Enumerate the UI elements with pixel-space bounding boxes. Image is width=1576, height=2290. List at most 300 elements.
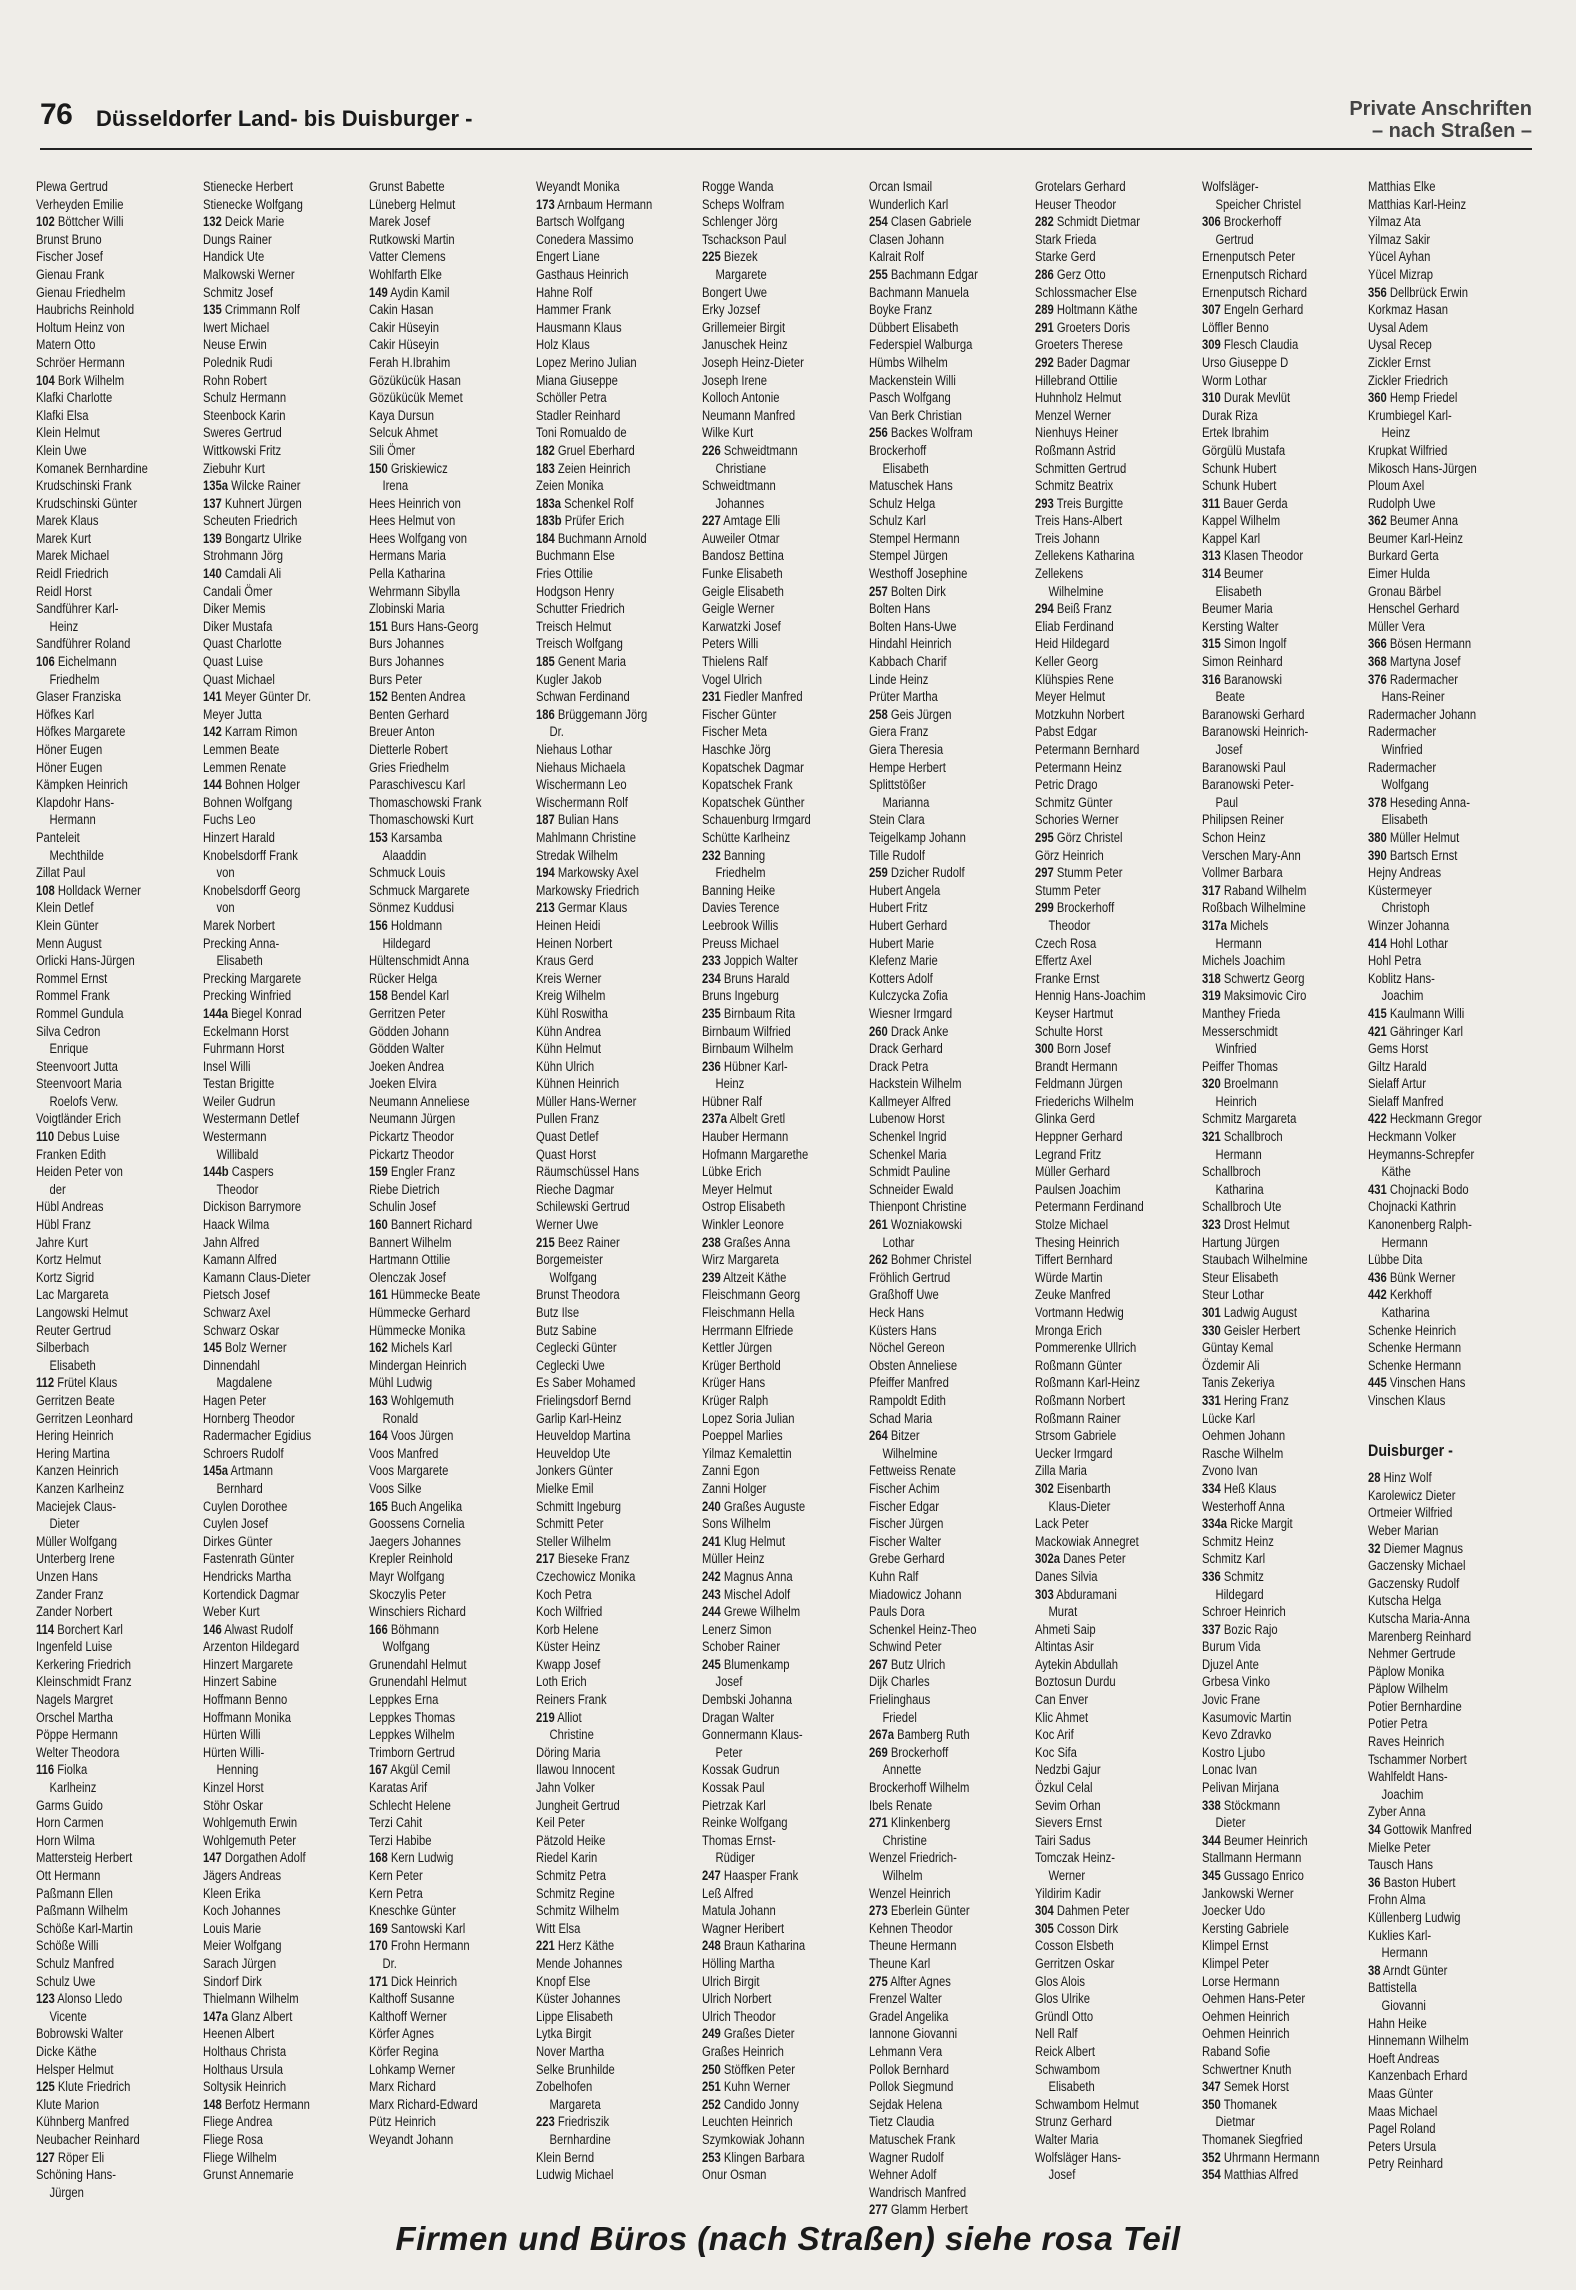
listing-continuation: Henning	[215, 1762, 258, 1778]
house-number: 275	[868, 1973, 888, 1989]
listing-entry: Petry Reinhard	[1368, 2156, 1444, 2172]
house-number: 194	[535, 865, 555, 881]
listing-continuation: von	[215, 900, 235, 916]
listing-entry: Hees Heinrich von	[369, 495, 461, 511]
listing-entry: Can Enver	[1035, 1692, 1089, 1708]
listing-entry: Holtum Heinz von	[36, 319, 125, 335]
house-number: 236	[702, 1058, 721, 1074]
house-number: 125	[36, 2079, 55, 2095]
house-number: 170	[369, 1938, 388, 1954]
listing-continuation: Heinz	[1381, 425, 1411, 441]
house-number: 144a	[202, 1005, 228, 1021]
house-number: 165	[369, 1498, 388, 1514]
section-title-line1: Private Anschriften	[1349, 98, 1532, 120]
listing-entry: Knobelsdorff Georg	[202, 882, 300, 898]
listing-entry: Potier Bernhardine	[1368, 1698, 1462, 1714]
listing-entry: Mronga Erich	[1035, 1322, 1102, 1338]
listing-entry: Stienecke Herbert	[202, 179, 293, 194]
listing-entry: Zeuke Manfred	[1035, 1287, 1111, 1303]
listing-entry: 275 Alfter Agnes	[868, 1973, 951, 1989]
listing-entry: 292 Bader Dagmar	[1035, 354, 1131, 370]
house-number: 347	[1201, 2079, 1221, 2095]
listing-entry: Orcan Ismail	[868, 179, 932, 194]
listing-entry: Roßbach Wilhelmine	[1201, 900, 1306, 916]
listing-entry: 352 Uhrmann Hermann	[1201, 2149, 1320, 2165]
house-number: 291	[1035, 319, 1054, 335]
listing-entry: Schulin Josef	[369, 1199, 436, 1215]
listing-entry: Hillebrand Ottilie	[1035, 372, 1118, 388]
address-column-3	[369, 178, 533, 2194]
listing-entry: Schmitz Beatrix	[1035, 478, 1114, 494]
listing-entry: Kreis Werner	[535, 970, 601, 986]
listing-entry: Mackenstein Willi	[868, 372, 956, 388]
listing-entry: Pietrzak Karl	[702, 1797, 766, 1813]
house-number: 147a	[202, 2008, 228, 2024]
listing-entry: Hausmann Klaus	[535, 319, 622, 335]
listing-entry: Fischer Josef	[36, 249, 103, 265]
listing-entry: Fischer Edgar	[868, 1498, 939, 1514]
house-number: 167	[369, 1762, 388, 1778]
listing-entry: Schmitz Wilhelm	[535, 1903, 619, 1919]
listing-entry: Leuchten Heinrich	[702, 2114, 793, 2130]
house-number: 233	[702, 953, 721, 969]
listing-entry: Joeken Andrea	[369, 1058, 445, 1074]
listing-entry: Cakir Hüseyin	[369, 319, 440, 335]
listing-entry: Zanni Egon	[702, 1463, 760, 1479]
listing-entry: 299 Brockerhoff	[1035, 900, 1115, 916]
listing-entry: Reidl Horst	[36, 583, 92, 599]
listing-entry: 422 Heckmann Gregor	[1368, 1111, 1482, 1127]
house-number: 301	[1201, 1305, 1221, 1320]
listing-entry: Schmitz Margareta	[1201, 1111, 1296, 1127]
listing-entry: Trimborn Gertrud	[369, 1744, 455, 1760]
listing-continuation: Hermann	[49, 812, 96, 828]
listing-entry: Kolloch Antonie	[702, 390, 780, 406]
listing-entry: 163 Wohlgemuth	[369, 1392, 454, 1408]
house-number: 390	[1368, 847, 1387, 863]
listing-entry: Schenkel Ingrid	[868, 1129, 947, 1145]
listing-entry: Borgemeister	[535, 1252, 603, 1268]
listing-entry: Ulrich Birgit	[702, 1973, 760, 1989]
listing-entry: Jungheit Gertrud	[535, 1797, 620, 1813]
listing-entry: Jägers Andreas	[202, 1868, 281, 1883]
listing-entry: Schulz Manfred	[36, 1955, 115, 1971]
listing-entry: Hennig Hans-Joachim	[1035, 988, 1146, 1004]
listing-entry: Schulte Horst	[1035, 1023, 1103, 1039]
listing-entry: Oehmen Heinrich	[1201, 2026, 1290, 2042]
listing-entry: Drack Petra	[868, 1058, 928, 1074]
listing-entry: Hofmann Margarethe	[702, 1146, 809, 1162]
house-number: 300	[1035, 1041, 1054, 1057]
listing-entry: Candali Ömer	[202, 583, 272, 599]
listing-entry: Jahn Alfred	[202, 1234, 259, 1250]
listing-entry: 127 Röper Eli	[36, 2149, 105, 2165]
listing-entry: 238 Graßes Anna	[702, 1234, 791, 1250]
listing-entry: 225 Biezek	[702, 249, 758, 265]
listing-entry: 160 Bannert Richard	[369, 1217, 473, 1233]
listing-entry: Lenerz Simon	[702, 1621, 772, 1637]
listing-entry: 380 Müller Helmut	[1368, 829, 1460, 845]
listing-entry: Ahmeti Saip	[1035, 1621, 1096, 1637]
listing-entry: Sievers Ernst	[1035, 1815, 1102, 1831]
listing-entry: Joseph Irene	[702, 372, 768, 388]
listing-entry: 166 Böhmann	[369, 1621, 440, 1637]
listing-entry: 249 Graßes Dieter	[702, 2026, 795, 2042]
house-number: 234	[702, 970, 721, 986]
listing-continuation: Käthe	[1381, 1164, 1411, 1180]
house-number: 271	[868, 1815, 888, 1831]
listing-entry: Rücker Helga	[369, 970, 438, 986]
house-number: 110	[36, 1129, 55, 1145]
listing-entry: Kortendick Dagmar	[202, 1586, 299, 1602]
house-number: 215	[535, 1234, 555, 1250]
listing-entry: Hahn Heike	[1368, 2015, 1427, 2031]
listing-entry: Wischermann Leo	[535, 777, 627, 793]
listing-entry: Sielaff Artur	[1368, 1076, 1426, 1092]
listing-entry: Klein Detlef	[36, 900, 94, 916]
listing-entry: Fettweiss Renate	[868, 1463, 956, 1479]
listing-entry: Stolze Michael	[1035, 1217, 1109, 1233]
listing-entry: Nagels Margret	[36, 1692, 113, 1708]
listing-entry: 295 Görz Christel	[1035, 829, 1123, 845]
listing-entry: 112 Frütel Klaus	[36, 1375, 118, 1391]
house-number: 108	[36, 882, 55, 898]
house-number: 142	[202, 724, 222, 740]
listing-entry: Sandführer Roland	[36, 636, 131, 652]
listing-entry: Reuter Gertrud	[36, 1322, 112, 1338]
listing-entry: Hubert Fritz	[868, 900, 928, 916]
listing-entry: 317a Michels	[1201, 917, 1268, 933]
house-number: 232	[702, 847, 721, 863]
listing-entry: Hölling Martha	[702, 1955, 775, 1971]
listing-entry: Hinnemann Wilhelm	[1368, 2033, 1469, 2049]
listing-entry: Gronau Bärbel	[1368, 583, 1442, 599]
listing-entry: Koc Arif	[1035, 1727, 1074, 1743]
listing-entry: 336 Schmitz	[1201, 1568, 1264, 1584]
listing-entry: Ceglecki Uwe	[535, 1357, 605, 1373]
listing-entry: Krüger Hans	[702, 1375, 766, 1391]
listing-entry: Küster Johannes	[535, 1991, 620, 2007]
listing-entry: Selke Brunhilde	[535, 2061, 615, 2077]
listing-entry: 235 Birnbaum Rita	[702, 1005, 796, 1021]
listing-entry: Markowsky Friedrich	[535, 882, 639, 898]
listing-entry: Heuser Theodor	[1035, 196, 1117, 212]
listing-entry: Körfer Regina	[369, 2043, 439, 2059]
house-number: 231	[702, 689, 721, 705]
listing-entry: Kortz Helmut	[36, 1252, 102, 1268]
listing-entry: 139 Bongartz Ulrike	[202, 530, 302, 546]
listing-entry: Klühspies Rene	[1035, 671, 1114, 687]
listing-entry: Koch Petra	[535, 1586, 592, 1602]
listing-entry: Ludwig Michael	[535, 2167, 614, 2183]
listing-entry: Kuklies Karl-	[1368, 1927, 1432, 1943]
listing-entry: Grbesa Vinko	[1201, 1674, 1270, 1690]
listing-entry: Radermacher Johann	[1368, 706, 1477, 722]
listing-continuation: der	[49, 1181, 66, 1197]
house-number: 321	[1201, 1129, 1221, 1145]
listing-entry: Riedel Karin	[535, 1850, 597, 1866]
listing-entry: Heiden Peter von	[36, 1164, 123, 1180]
listing-entry: Michels Joachim	[1201, 953, 1285, 969]
listing-entry: 152 Benten Andrea	[369, 689, 466, 705]
listing-entry: 273 Eberlein Günter	[868, 1903, 970, 1919]
house-number: 153	[369, 829, 388, 845]
listing-entry: Hindahl Heinrich	[868, 636, 952, 652]
listing-entry: 376 Radermacher	[1368, 671, 1459, 687]
listing-entry: Klafki Charlotte	[36, 390, 113, 406]
listing-entry: Klapdohr Hans-	[36, 794, 115, 810]
house-number: 254	[868, 214, 888, 230]
listing-entry: Wehrmann Sibylla	[369, 583, 461, 599]
listing-entry: Pöppe Hermann	[36, 1727, 118, 1743]
listing-entry: Kleinschmidt Franz	[36, 1674, 132, 1690]
listing-entry: Nehmer Gertrude	[1368, 1646, 1456, 1662]
listing-entry: Schneider Ewald	[868, 1181, 953, 1197]
listing-entry: Kleen Erika	[202, 1885, 261, 1901]
listing-entry: 144 Bohnen Holger	[202, 777, 300, 793]
listing-entry: 347 Semek Horst	[1201, 2079, 1289, 2095]
listing-entry: Handick Ute	[202, 249, 264, 265]
listing-entry: Rommel Gundula	[36, 1005, 124, 1021]
listing-entry: Bolten Hans-Uwe	[868, 618, 957, 634]
listing-entry: Radermacher Egidius	[202, 1428, 311, 1444]
listing-entry: Maas Günter	[1368, 2085, 1434, 2101]
listing-entry: Starke Gerd	[1035, 249, 1096, 265]
listing-continuation: Marianna	[881, 794, 929, 810]
listing-entry: Pollok Bernhard	[868, 2061, 949, 2077]
listing-entry: Schmidt Pauline	[868, 1164, 950, 1180]
listing-entry: 151 Burs Hans-Georg	[369, 618, 479, 634]
listing-entry: Körfer Agnes	[369, 2026, 435, 2042]
listing-entry: 300 Born Josef	[1035, 1041, 1111, 1057]
listing-entry: Sili Ömer	[369, 442, 416, 458]
listing-entry: 164 Voos Jürgen	[369, 1428, 454, 1444]
listing-entry: 260 Drack Anke	[868, 1023, 948, 1039]
listing-entry: 305 Cosson Dirk	[1035, 1920, 1119, 1936]
listing-entry: 215 Beez Rainer	[535, 1234, 620, 1250]
listing-entry: Steenbock Karin	[202, 407, 286, 423]
listing-entry: 368 Martyna Josef	[1368, 654, 1461, 670]
listing-entry: Peters Ursula	[1368, 2138, 1437, 2154]
listing-entry: Jonkers Günter	[535, 1463, 613, 1479]
listing-entry: 282 Schmidt Dietmar	[1035, 214, 1141, 230]
listing-entry: Orlicki Hans-Jürgen	[36, 953, 135, 969]
listing-entry: Pagel Roland	[1368, 2121, 1436, 2137]
listing-entry: Karolewicz Dieter	[1368, 1487, 1456, 1503]
listing-entry: 169 Santowski Karl	[369, 1920, 466, 1936]
listing-entry: 162 Michels Karl	[369, 1340, 453, 1356]
listing-entry: 32 Diemer Magnus	[1368, 1540, 1464, 1556]
listing-continuation: Heinz	[49, 618, 79, 634]
listing-entry: Neumann Manfred	[702, 407, 796, 423]
house-number: 164	[369, 1428, 388, 1444]
listing-entry: Hümmecke Monika	[369, 1322, 466, 1338]
listing-entry: 221 Herz Käthe	[535, 1938, 614, 1954]
listing-entry: Thomas Ernst-	[702, 1832, 776, 1848]
house-number: 292	[1035, 354, 1054, 370]
house-number: 337	[1201, 1621, 1221, 1637]
listing-entry: Selcuk Ahmet	[369, 425, 438, 441]
house-number: 286	[1035, 266, 1054, 282]
listing-entry: Schröer Hermann	[36, 354, 125, 370]
listing-entry: Ortmeier Wilfried	[1368, 1505, 1453, 1521]
house-number: 378	[1368, 794, 1387, 810]
listing-entry: Meier Wolfgang	[202, 1938, 282, 1954]
listing-entry: Jaegers Johannes	[369, 1533, 461, 1549]
listing-entry: Djuzel Ante	[1201, 1656, 1259, 1672]
listing-entry: Keil Peter	[535, 1815, 585, 1831]
listing-entry: Wahlfeldt Hans-	[1368, 1769, 1448, 1785]
listing-entry: Küllenberg Ludwig	[1368, 1910, 1461, 1925]
listing-entry: 137 Kuhnert Jürgen	[202, 495, 302, 511]
listing-continuation: Dietmar	[1214, 2114, 1255, 2130]
listing-entry: Simon Reinhard	[1201, 654, 1283, 670]
listing-entry: Grillemeier Birgit	[702, 319, 786, 335]
listing-entry: Cuylen Dorothee	[202, 1498, 287, 1514]
listing-entry: Kühnberg Manfred	[36, 2114, 130, 2130]
listing-entry: 153 Karsamba	[369, 829, 443, 845]
listing-entry: 145a Artmann	[202, 1463, 273, 1479]
footer-note: Firmen und Büros (nach Straßen) siehe rosa Teil	[395, 2220, 1181, 2257]
listing-entry: Stredak Wilhelm	[535, 847, 618, 863]
listing-entry: Koblitz Hans-	[1368, 970, 1435, 986]
listing-entry: Hohl Petra	[1368, 953, 1422, 969]
listing-entry: Klein Helmut	[36, 425, 100, 441]
listing-continuation: Peter	[715, 1744, 743, 1760]
house-number: 255	[868, 266, 888, 282]
listing-entry: Tschammer Norbert	[1368, 1751, 1467, 1767]
address-column-1	[36, 178, 200, 2200]
listing-entry: Sweres Gertrud	[202, 425, 282, 441]
listing-entry: Altintas Asir	[1035, 1639, 1094, 1655]
listing-entry: Lac Margareta	[36, 1287, 109, 1303]
listing-entry: 267 Butz Ulrich	[868, 1656, 945, 1672]
listing-entry: Mayr Wolfgang	[369, 1568, 445, 1584]
listing-entry: Wandrisch Manfred	[868, 2184, 966, 2200]
listing-entry: Jankowski Werner	[1201, 1885, 1294, 1901]
listing-entry: Burum Vida	[1201, 1639, 1261, 1655]
listing-entry: 338 Stöckmann	[1201, 1797, 1280, 1813]
listing-entry: Dietterle Robert	[369, 742, 448, 757]
listing-continuation: Christoph	[1381, 900, 1430, 916]
listing-entry: Schenke Hermann	[1368, 1340, 1462, 1356]
listing-entry: Henschel Gerhard	[1368, 601, 1460, 617]
listing-entry: Davies Terence	[702, 900, 780, 916]
listing-entry: Kinzel Horst	[202, 1780, 264, 1796]
listing-continuation: Ronald	[382, 1410, 419, 1426]
listing-entry: Fliege Wilhelm	[202, 2149, 277, 2165]
listing-entry: Ploum Axel	[1368, 478, 1425, 494]
listing-continuation: Beate	[1214, 689, 1245, 705]
listing-entry: Iwert Michael	[202, 319, 269, 335]
listing-entry: 102 Böttcher Willi	[36, 214, 124, 230]
listing-entry: Schmitz Heinz	[1201, 1533, 1274, 1549]
listing-entry: Uecker Irmgard	[1035, 1445, 1113, 1461]
listing-entry: Czech Rosa	[1035, 935, 1097, 951]
listing-entry: Westhoff Josephine	[868, 566, 967, 582]
listing-entry: Feldmann Jürgen	[1035, 1076, 1123, 1092]
house-number: 249	[702, 2026, 721, 2042]
listing-entry: Joseph Heinz-Dieter	[702, 354, 804, 370]
listing-entry: Bongert Uwe	[702, 284, 768, 300]
listing-entry: Kanzenbach Erhard	[1368, 2068, 1468, 2084]
listing-entry: Treis Hans-Albert	[1035, 513, 1123, 529]
listing-entry: Krüger Berthold	[702, 1357, 781, 1373]
listing-entry: Heuveldop Ute	[535, 1445, 610, 1461]
listing-entry: Yilmaz Kemalettin	[702, 1445, 792, 1461]
listing-entry: Preuss Michael	[702, 935, 779, 951]
house-number: 161	[369, 1287, 388, 1303]
listing-entry: Bartsch Wolfgang	[535, 214, 625, 230]
listing-entry: Raband Sofie	[1201, 2043, 1270, 2059]
listing-entry: Maas Michael	[1368, 2103, 1438, 2119]
listing-entry: Paulsen Joachim	[1035, 1181, 1121, 1197]
listing-entry: Birnbaum Wilhelm	[702, 1041, 794, 1057]
listing-continuation: Wilhelm	[881, 1868, 922, 1883]
listing-entry: Jahre Kurt	[36, 1234, 88, 1250]
listing-continuation: von	[215, 865, 235, 881]
listing-entry: Horn Carmen	[36, 1815, 104, 1831]
listing-entry: 38 Arndt Günter	[1368, 1962, 1448, 1978]
listing-entry: Quast Horst	[535, 1146, 596, 1162]
listing-entry: Schwambom Helmut	[1035, 2096, 1139, 2112]
listing-entry: 241 Klug Helmut	[702, 1533, 786, 1549]
listing-entry: Matthias Karl-Heinz	[1368, 196, 1467, 212]
listing-entry: Wunderlich Karl	[868, 196, 948, 212]
listing-entry: Schmuck Louis	[369, 865, 446, 881]
listing-entry: 330 Geisler Herbert	[1201, 1322, 1300, 1338]
house-number: 311	[1201, 495, 1220, 511]
listing-entry: Gaczensky Rudolf	[1368, 1575, 1460, 1591]
listing-entry: Miadowicz Johann	[868, 1586, 962, 1602]
listing-continuation: Dr.	[382, 1955, 397, 1971]
listing-entry: Treisch Wolfgang	[535, 636, 623, 652]
listing-entry: Radermacher	[1368, 724, 1437, 740]
listing-continuation: Margareta	[548, 2096, 601, 2112]
listing-entry: Testan Brigitte	[202, 1076, 274, 1092]
listing-entry: Schöße Willi	[36, 1938, 99, 1954]
house-number: 368	[1368, 654, 1387, 670]
listing-entry: 267a Bamberg Ruth	[868, 1727, 970, 1743]
listing-entry: 234 Bruns Harald	[702, 970, 790, 986]
listing-entry: Bobrowski Walter	[36, 2026, 124, 2042]
listing-entry: Giltz Harald	[1368, 1058, 1427, 1074]
listing-entry: Özkul Celal	[1035, 1780, 1093, 1796]
house-number: 261	[868, 1217, 888, 1233]
listing-entry: Frielinghaus	[868, 1692, 930, 1708]
listing-entry: Lubenow Horst	[868, 1111, 945, 1127]
listing-entry: 303 Abduramani	[1035, 1586, 1117, 1602]
listing-entry: Westermann	[202, 1129, 267, 1145]
listing-entry: Schulz Karl	[868, 513, 926, 529]
listing-entry: 149 Aydin Kamil	[369, 284, 450, 300]
listing-entry: Pasch Wolfgang	[868, 390, 951, 406]
listing-entry: Pickartz Theodor	[369, 1129, 454, 1145]
house-number: 227	[702, 513, 721, 529]
listing-entry: Quast Charlotte	[202, 636, 282, 652]
listing-entry: Pickartz Theodor	[369, 1146, 454, 1162]
listing-entry: 116 Fiolka	[36, 1762, 88, 1778]
listing-entry: Fleischmann Hella	[702, 1305, 795, 1320]
listing-entry: Marek Norbert	[202, 917, 275, 933]
street-heading: Duisburger -	[1368, 1441, 1453, 1461]
listing-continuation: Murat	[1048, 1604, 1078, 1620]
listing-entry: Döring Maria	[535, 1744, 600, 1760]
listing-entry: Hendricks Martha	[202, 1568, 291, 1584]
listing-entry: Heenen Albert	[202, 2026, 274, 2042]
house-number: 235	[702, 1005, 721, 1021]
listing-entry: Schöller Petra	[535, 390, 607, 406]
